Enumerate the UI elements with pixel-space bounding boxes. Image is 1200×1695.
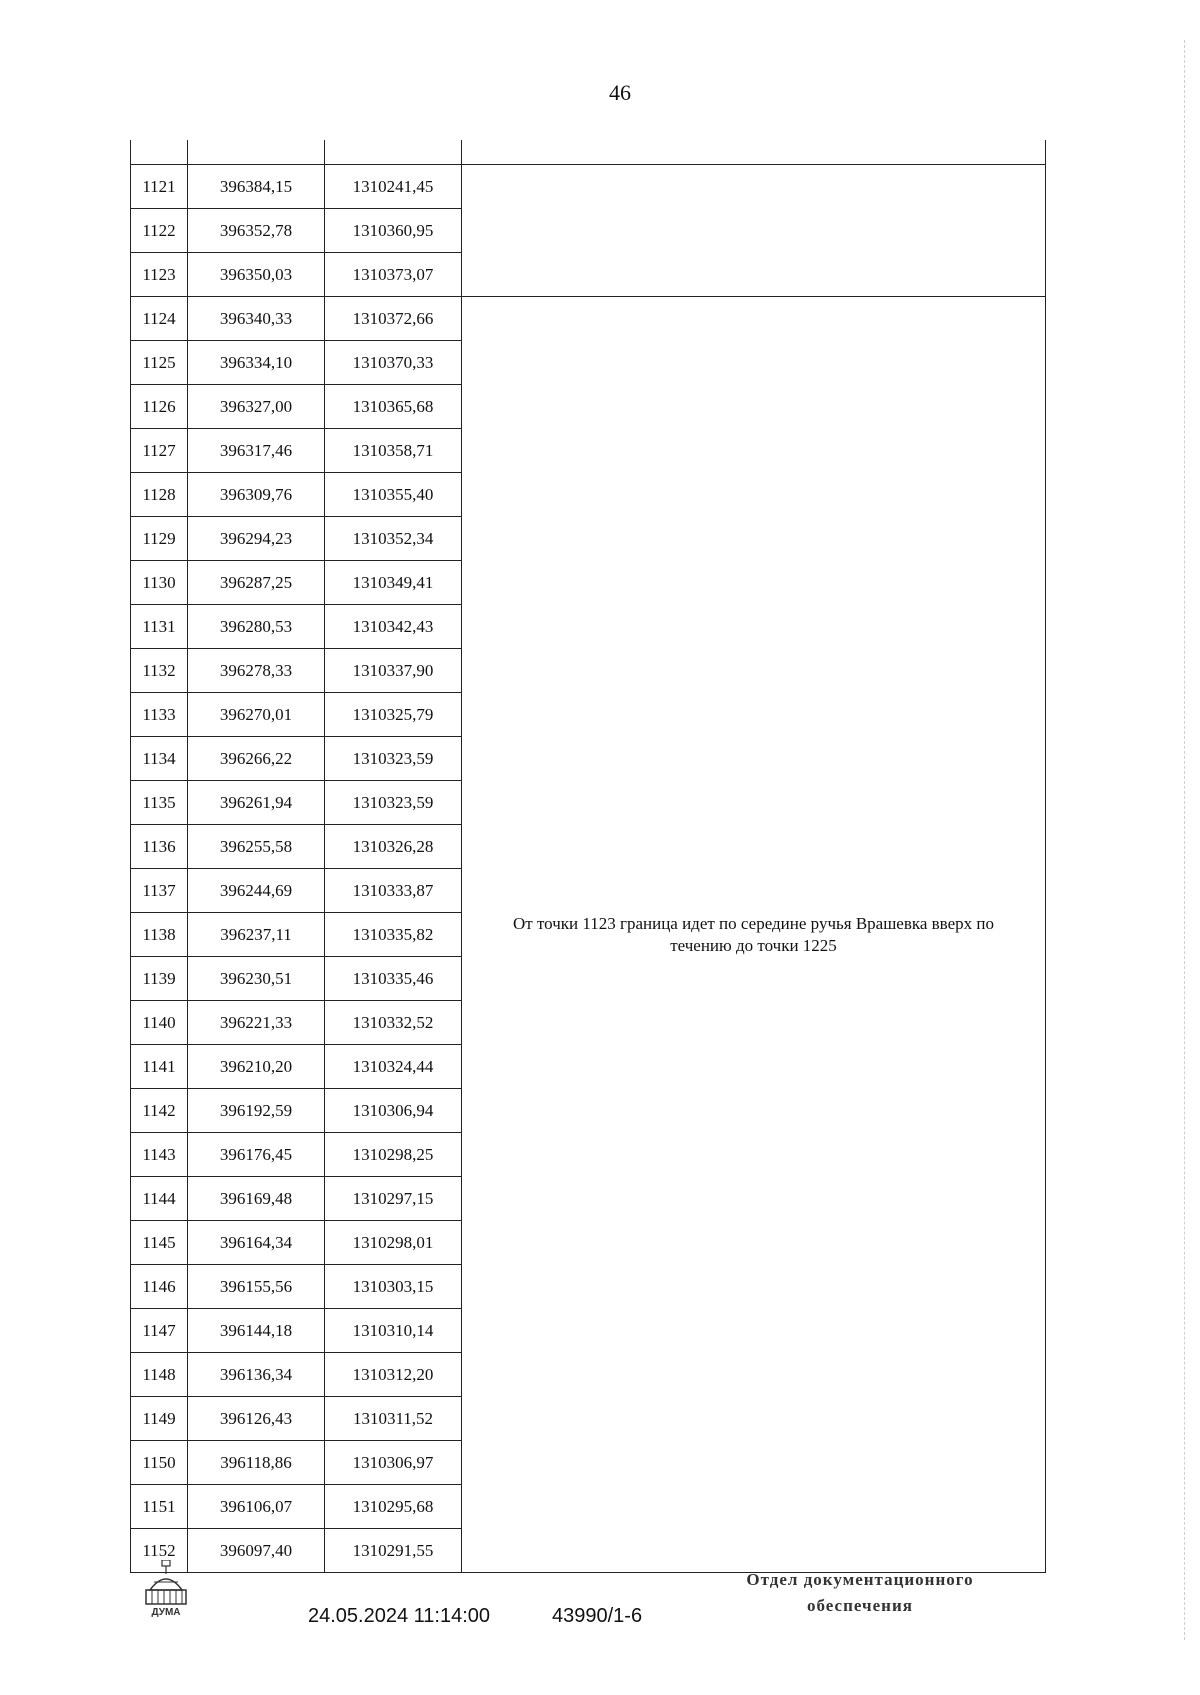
- department-line-1: Отдел документационного: [746, 1570, 974, 1589]
- previous-boundary-description-cell: [462, 165, 1046, 297]
- point-number-cell: 1122: [131, 209, 188, 253]
- y-coordinate-cell: 1310312,20: [325, 1353, 462, 1397]
- point-number-cell: 1146: [131, 1265, 188, 1309]
- x-coordinate-cell: 396278,33: [188, 649, 325, 693]
- x-coordinate-cell: 396192,59: [188, 1089, 325, 1133]
- table-row: [131, 165, 1046, 209]
- x-coordinate-cell: 396164,34: [188, 1221, 325, 1265]
- x-coordinate-cell: 396280,53: [188, 605, 325, 649]
- y-coordinate-cell: 1310326,28: [325, 825, 462, 869]
- y-coordinate-cell: 1310295,68: [325, 1485, 462, 1529]
- coordinates-table-body: [131, 140, 1046, 1573]
- x-coordinate-cell: 396210,20: [188, 1045, 325, 1089]
- y-coordinate-cell: 1310372,66: [325, 297, 462, 341]
- point-number-cell: 1150: [131, 1441, 188, 1485]
- point-number-cell: 1152: [131, 1529, 188, 1573]
- y-coordinate-cell: 1310360,95: [325, 209, 462, 253]
- page-number: 46: [609, 80, 631, 105]
- y-coordinate-cell: 1310358,71: [325, 429, 462, 473]
- y-coordinate-cell: 1310370,33: [325, 341, 462, 385]
- y-coordinate-cell: 1310291,55: [325, 1529, 462, 1573]
- duma-logo-text: ДУМА: [151, 1607, 181, 1618]
- point-number-cell: 1134: [131, 737, 188, 781]
- y-coordinate-cell: 1310298,01: [325, 1221, 462, 1265]
- y-coordinate-cell: 1310332,52: [325, 1001, 462, 1045]
- y-coordinate-cell: 1310335,82: [325, 913, 462, 957]
- x-coordinate-cell: 396255,58: [188, 825, 325, 869]
- point-number-cell: 1147: [131, 1309, 188, 1353]
- y-coordinate-cell: 1310352,34: [325, 517, 462, 561]
- table-continuation-stub: [131, 140, 1046, 165]
- point-number-cell: 1137: [131, 869, 188, 913]
- y-coordinate-cell: 1310306,94: [325, 1089, 462, 1133]
- y-coordinate-cell: 1310311,52: [325, 1397, 462, 1441]
- x-coordinate-cell: 396169,48: [188, 1177, 325, 1221]
- point-number-cell: 1124: [131, 297, 188, 341]
- x-coordinate-cell: 396317,46: [188, 429, 325, 473]
- scan-edge: [1184, 40, 1186, 1640]
- x-coordinate-cell: 396384,15: [188, 165, 325, 209]
- footer-datetime: 24.05.2024 11:14:00: [308, 1605, 491, 1627]
- point-number-cell: 1143: [131, 1133, 188, 1177]
- point-number-cell: 1133: [131, 693, 188, 737]
- y-coordinate-cell: 1310310,14: [325, 1309, 462, 1353]
- department-line-2: обеспечения: [807, 1596, 913, 1615]
- point-number-cell: 1125: [131, 341, 188, 385]
- x-coordinate-cell: 396126,43: [188, 1397, 325, 1441]
- x-coordinate-cell: 396136,34: [188, 1353, 325, 1397]
- y-coordinate-cell: 1310349,41: [325, 561, 462, 605]
- y-coordinate-cell: 1310373,07: [325, 253, 462, 297]
- point-number-cell: 1135: [131, 781, 188, 825]
- point-number-cell: 1132: [131, 649, 188, 693]
- x-coordinate-cell: 396176,45: [188, 1133, 325, 1177]
- x-coordinate-cell: 396144,18: [188, 1309, 325, 1353]
- x-coordinate-cell: 396352,78: [188, 209, 325, 253]
- point-number-cell: 1128: [131, 473, 188, 517]
- point-number-cell: 1138: [131, 913, 188, 957]
- footer-document-number: 43990/1-6: [552, 1605, 643, 1627]
- point-number-cell: 1130: [131, 561, 188, 605]
- y-coordinate-cell: 1310303,15: [325, 1265, 462, 1309]
- x-coordinate-cell: 396237,11: [188, 913, 325, 957]
- x-coordinate-cell: 396097,40: [188, 1529, 325, 1573]
- footer-department-stamp: [705, 1567, 1015, 1619]
- point-number-cell: 1144: [131, 1177, 188, 1221]
- duma-logo: [140, 1560, 200, 1620]
- y-coordinate-cell: 1310324,44: [325, 1045, 462, 1089]
- x-coordinate-cell: 396221,33: [188, 1001, 325, 1045]
- x-coordinate-cell: 396118,86: [188, 1441, 325, 1485]
- x-coordinate-cell: 396340,33: [188, 297, 325, 341]
- point-number-cell: 1121: [131, 165, 188, 209]
- y-coordinate-cell: 1310323,59: [325, 781, 462, 825]
- y-coordinate-cell: 1310306,97: [325, 1441, 462, 1485]
- point-number-cell: 1131: [131, 605, 188, 649]
- point-number-cell: 1141: [131, 1045, 188, 1089]
- y-coordinate-cell: 1310337,90: [325, 649, 462, 693]
- x-coordinate-cell: 396270,01: [188, 693, 325, 737]
- point-number-cell: 1151: [131, 1485, 188, 1529]
- point-number-cell: 1139: [131, 957, 188, 1001]
- x-coordinate-cell: 396350,03: [188, 253, 325, 297]
- y-coordinate-cell: 1310297,15: [325, 1177, 462, 1221]
- x-coordinate-cell: 396287,25: [188, 561, 325, 605]
- boundary-description-cell: От точки 1123 граница идет по середине ручья Врашевка вверх по течению до точки 1225: [462, 297, 1046, 1573]
- y-coordinate-cell: 1310333,87: [325, 869, 462, 913]
- y-coordinate-cell: 1310335,46: [325, 957, 462, 1001]
- point-number-cell: 1148: [131, 1353, 188, 1397]
- point-number-cell: 1142: [131, 1089, 188, 1133]
- y-coordinate-cell: 1310241,45: [325, 165, 462, 209]
- y-coordinate-cell: 1310325,79: [325, 693, 462, 737]
- x-coordinate-cell: 396230,51: [188, 957, 325, 1001]
- y-coordinate-cell: 1310365,68: [325, 385, 462, 429]
- x-coordinate-cell: 396327,00: [188, 385, 325, 429]
- x-coordinate-cell: 396294,23: [188, 517, 325, 561]
- point-number-cell: 1127: [131, 429, 188, 473]
- point-number-cell: 1140: [131, 1001, 188, 1045]
- coordinates-table: [130, 140, 1046, 1573]
- x-coordinate-cell: 396309,76: [188, 473, 325, 517]
- point-number-cell: 1126: [131, 385, 188, 429]
- point-number-cell: 1129: [131, 517, 188, 561]
- x-coordinate-cell: 396261,94: [188, 781, 325, 825]
- y-coordinate-cell: 1310298,25: [325, 1133, 462, 1177]
- point-number-cell: 1149: [131, 1397, 188, 1441]
- table-row: [131, 297, 1046, 341]
- x-coordinate-cell: 396266,22: [188, 737, 325, 781]
- x-coordinate-cell: 396155,56: [188, 1265, 325, 1309]
- y-coordinate-cell: 1310355,40: [325, 473, 462, 517]
- point-number-cell: 1145: [131, 1221, 188, 1265]
- x-coordinate-cell: 396244,69: [188, 869, 325, 913]
- point-number-cell: 1123: [131, 253, 188, 297]
- x-coordinate-cell: 396106,07: [188, 1485, 325, 1529]
- x-coordinate-cell: 396334,10: [188, 341, 325, 385]
- point-number-cell: 1136: [131, 825, 188, 869]
- y-coordinate-cell: 1310342,43: [325, 605, 462, 649]
- y-coordinate-cell: 1310323,59: [325, 737, 462, 781]
